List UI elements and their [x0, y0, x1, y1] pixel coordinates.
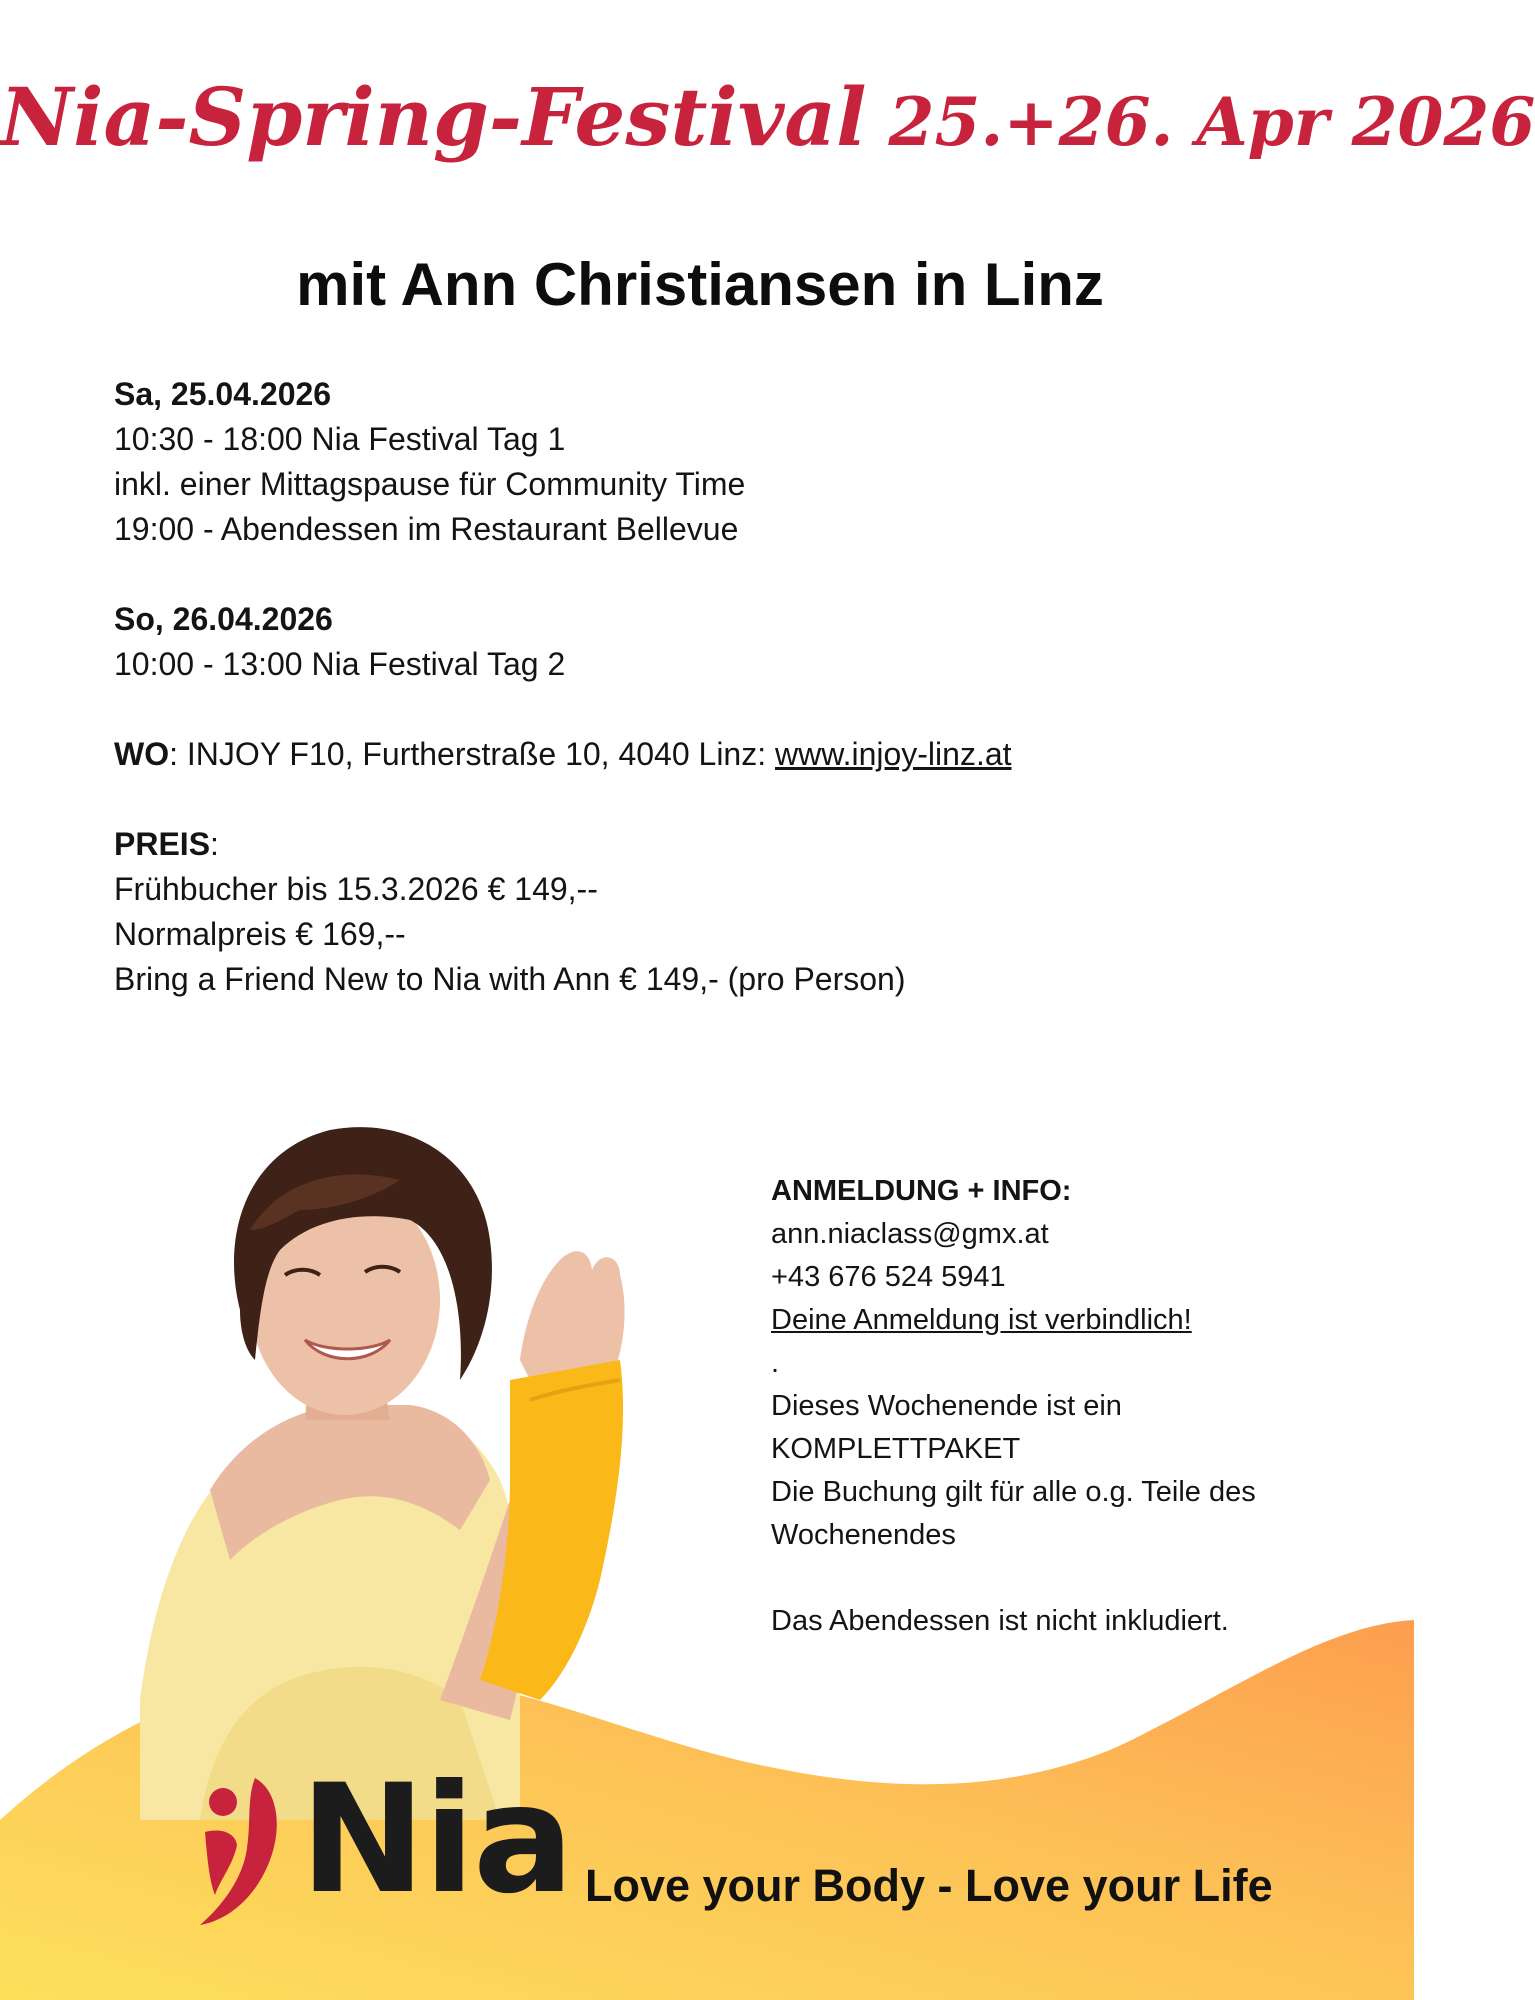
separator-dot: . — [771, 1347, 780, 1379]
nia-logo-text: Nia — [300, 1753, 573, 1927]
price-line: Bring a Friend New to Nia with Ann € 149,- (pro Person) — [114, 961, 906, 997]
price-heading: PREIS: — [114, 826, 219, 862]
package-line: Dieses Wochenende ist ein — [771, 1390, 1122, 1422]
contact-phone[interactable]: +43 676 524 5941 — [771, 1261, 1006, 1293]
package-line: KOMPLETTPAKET — [771, 1433, 1021, 1465]
registration-section — [771, 1170, 1361, 1643]
festival-date: 25.+26. Apr 2026 — [888, 83, 1535, 161]
slogan: Love your Body - Love your Life — [585, 1860, 1273, 1911]
day1-line: inkl. einer Mittagspause für Community Time — [114, 466, 746, 502]
location-text: : INJOY F10, Furtherstraße 10, 4040 Linz: — [169, 736, 775, 772]
day1-line: 19:00 - Abendessen im Restaurant Bellevue — [114, 511, 739, 547]
package-line: Wochenendes — [771, 1519, 956, 1551]
price-line: Frühbucher bis 15.3.2026 € 149,-- — [114, 871, 598, 907]
binding-notice: Deine Anmeldung ist verbindlich! — [771, 1304, 1192, 1336]
day1-heading: Sa, 25.04.2026 — [114, 376, 332, 412]
location-line — [114, 732, 1294, 777]
instructor-photo — [80, 1060, 720, 1820]
location-label: WO — [114, 736, 170, 772]
contact-email[interactable]: ann.niaclass@gmx.at — [771, 1218, 1049, 1250]
venue-link[interactable]: www.injoy-linz.at — [775, 736, 1012, 772]
price-line: Normalpreis € 169,-- — [114, 916, 406, 952]
day1-line: 10:30 - 18:00 Nia Festival Tag 1 — [114, 421, 566, 457]
package-line: Die Buchung gilt für alle o.g. Teile des — [771, 1476, 1256, 1508]
registration-heading: ANMELDUNG + INFO: — [771, 1175, 1072, 1207]
festival-title — [0, 70, 1535, 164]
dinner-note: Das Abendessen ist nicht inkludiert. — [771, 1605, 1229, 1637]
day2-heading: So, 26.04.2026 — [114, 601, 333, 637]
festival-name: Nia-Spring-Festival — [0, 70, 867, 164]
day2-line: 10:00 - 13:00 Nia Festival Tag 2 — [114, 646, 566, 682]
subtitle: mit Ann Christiansen in Linz — [296, 251, 1104, 318]
schedule-section — [114, 372, 1294, 1002]
nia-logo-icon — [185, 1770, 285, 1930]
